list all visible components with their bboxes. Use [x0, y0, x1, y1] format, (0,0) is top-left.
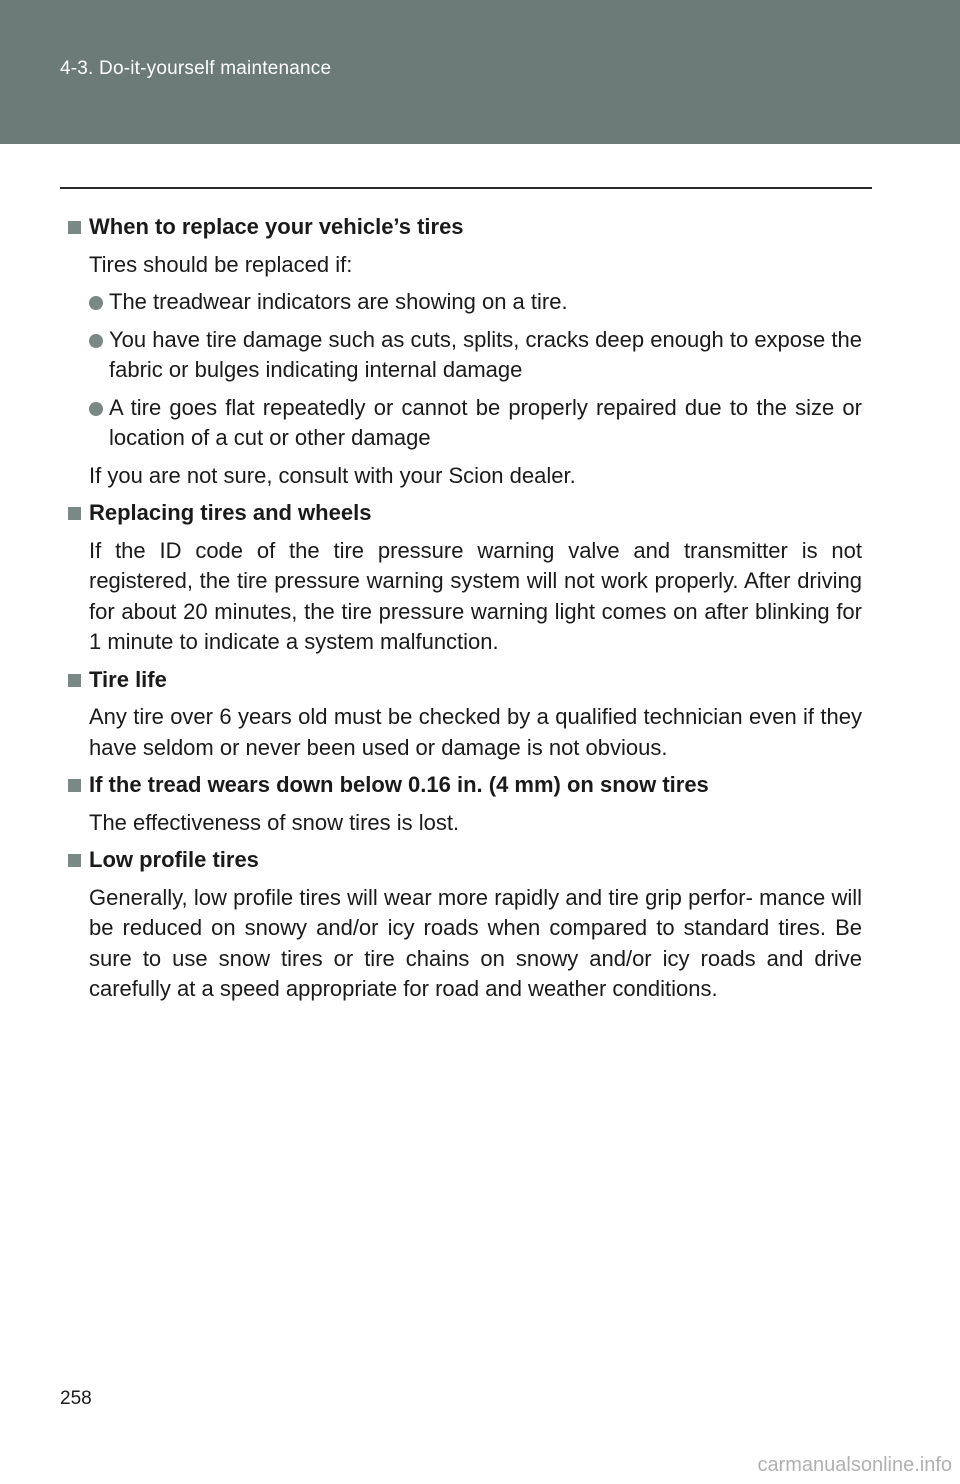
list-item-text: The treadwear indicators are showing on a tire.: [109, 289, 568, 314]
list-item: [68, 325, 862, 386]
page-number: 258: [60, 1388, 92, 1409]
section-body: Generally, low profile tires will wear more rapidly and tire grip perfor- mance will be reduced on snowy and/or icy roads when compared to standard tires. Be sure to use snow tires or tire chains on snowy and/or icy roads and drive carefully at a speed appropriate for road and weather conditions.: [89, 884, 862, 1001]
section-intro: Tires should be replaced if:: [89, 251, 353, 277]
list-item: [68, 287, 862, 318]
section-heading: [68, 212, 862, 243]
section-heading: [68, 770, 862, 801]
section-heading-text: Low profile tires: [89, 847, 259, 872]
top-rule: [60, 187, 872, 189]
square-bullet-icon: [68, 221, 81, 234]
list-item: [68, 393, 862, 454]
section-outro: If you are not sure, consult with your Scion dealer.: [89, 462, 576, 488]
circle-bullet-icon: [89, 296, 103, 310]
list-item-text: You have tire damage such as cuts, splits, cracks deep enough to expose the fabric or bulges indicating internal damage: [109, 326, 862, 382]
square-bullet-icon: [68, 854, 81, 867]
section-heading: [68, 845, 862, 876]
circle-bullet-icon: [89, 402, 103, 416]
section-heading: [68, 665, 862, 696]
watermark: carmanualsonline.info: [757, 1454, 952, 1476]
page-header: [0, 0, 960, 144]
section-heading-text: Tire life: [89, 666, 167, 692]
section-body: If the ID code of the tire pressure warning valve and transmitter is not registered, the tire pressure warning system will not work properly. After driving for about 20 minutes, the tire pressure warning light comes on after blinking for 1 minute to indicate a system malfunction.: [89, 537, 862, 654]
page-content: [68, 212, 862, 1012]
section-body: The effectiveness of snow tires is lost.: [89, 809, 460, 835]
square-bullet-icon: [68, 507, 81, 520]
section-heading-text: Replacing tires and wheels: [89, 500, 372, 525]
section-heading: [68, 498, 862, 529]
section-heading-text: If the tread wears down below 0.16 in. (4 mm) on snow tires: [89, 772, 709, 797]
circle-bullet-icon: [89, 334, 103, 348]
section-heading-text: When to replace your vehicle’s tires: [89, 214, 464, 239]
square-bullet-icon: [68, 779, 81, 792]
list-item-text: A tire goes flat repeatedly or cannot be properly repaired due to the size or location of a cut or other damage: [109, 394, 862, 450]
section-body: Any tire over 6 years old must be checked by a qualified technician even if they have seldom or never been used or damage is not obvious.: [89, 704, 862, 760]
square-bullet-icon: [68, 674, 81, 687]
chapter-title: 4-3. Do-it-yourself maintenance: [60, 58, 332, 79]
